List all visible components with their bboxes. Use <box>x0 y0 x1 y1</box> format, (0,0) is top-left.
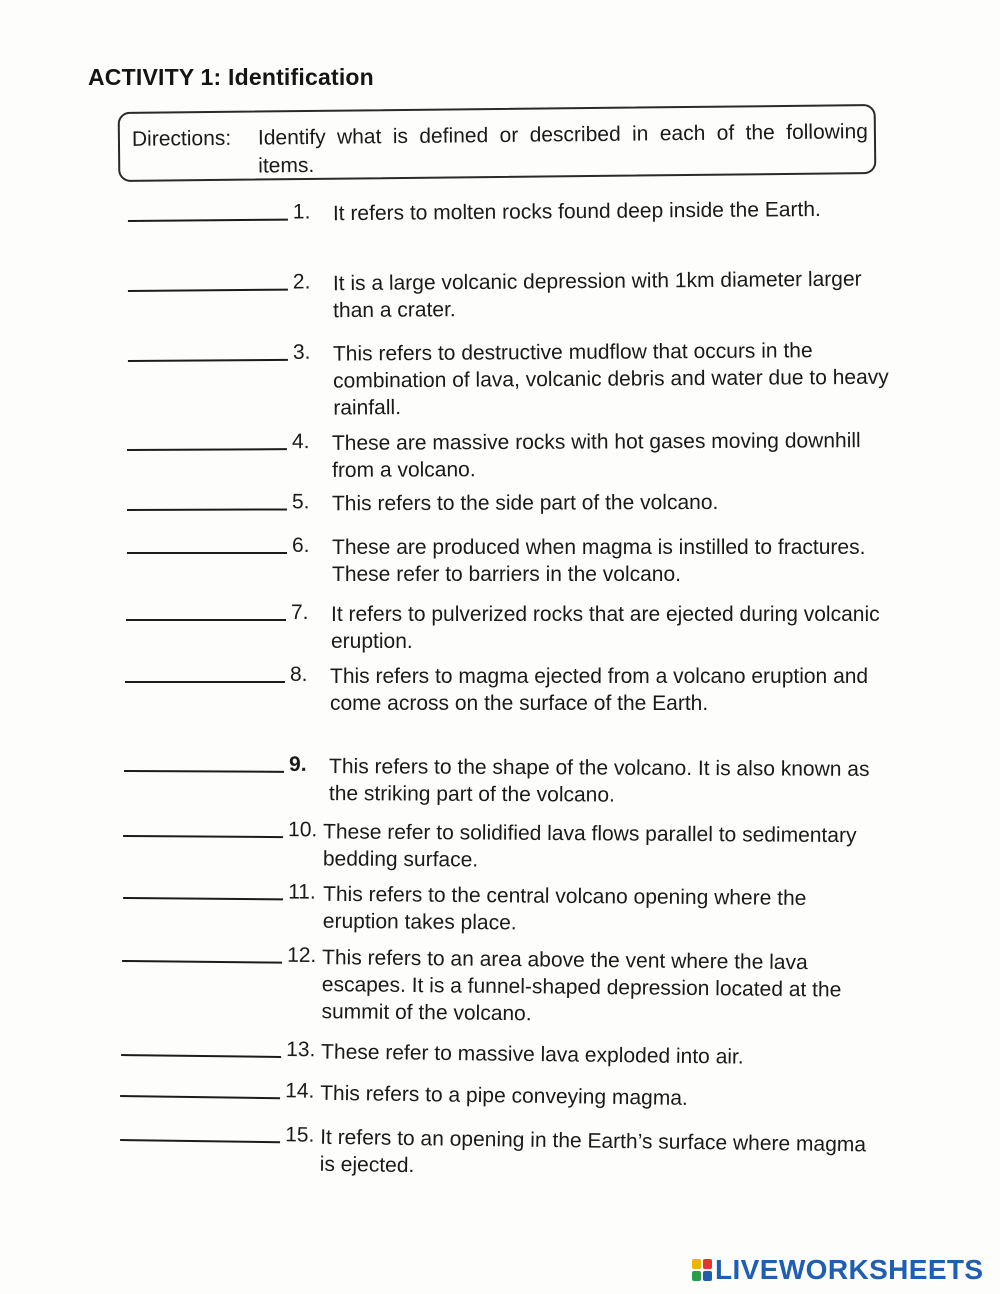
liveworksheets-logo <box>692 1254 984 1286</box>
question-number: 11. <box>288 880 316 904</box>
answer-blank-4[interactable] <box>127 448 287 451</box>
page-title: ACTIVITY 1: Identification <box>88 64 374 90</box>
question-text: This refers to a pipe conveying magma. <box>319 1081 688 1110</box>
question-text: It refers to molten rocks found deep inside the Earth. <box>332 197 821 226</box>
question-number: 12. <box>287 943 317 968</box>
question-item-12 <box>122 938 842 1026</box>
directions-box <box>118 104 877 182</box>
question-item-1 <box>128 197 821 258</box>
answer-blank-1[interactable] <box>128 219 288 222</box>
question-text: This refers to destructive mudflow that occurs in the combination of lava, volcanic debris and water due to heavy rainfall. <box>332 339 889 420</box>
question-text: These are produced when magma is instilled to fractures. These refer to barriers in the volcano. <box>332 536 866 586</box>
question-text: This refers to the side part of the volcano. <box>331 490 719 516</box>
answer-blank-10[interactable] <box>123 835 283 838</box>
answer-blank-5[interactable] <box>127 508 287 511</box>
answer-blank-13[interactable] <box>121 1054 281 1058</box>
answer-blank-11[interactable] <box>123 897 283 900</box>
question-number: 9. <box>289 752 307 776</box>
question-item-2 <box>128 267 862 328</box>
question-text: These are massive rocks with hot gases moving downhill from a volcano. <box>331 429 861 482</box>
answer-blank-7[interactable] <box>126 619 286 621</box>
question-number: 5. <box>291 490 310 514</box>
answer-blank-3[interactable] <box>128 359 288 362</box>
question-number: 1. <box>292 200 311 224</box>
answer-blank-12[interactable] <box>122 960 282 964</box>
answer-blank-6[interactable] <box>127 552 287 554</box>
directions-text: Identify what is defined or described in each of the following items. <box>257 120 869 178</box>
question-text: This refers to an area above the vent where the lava escapes. It is a funnel-shaped depression located at the summit of the volcano. <box>321 946 842 1026</box>
question-number: 8. <box>290 663 308 686</box>
question-number: 10. <box>288 818 318 842</box>
question-number: 13. <box>286 1038 316 1062</box>
question-text: This refers to the shape of the volcano. It is also known as the striking part of the volcano. <box>328 755 870 807</box>
question-item-14 <box>120 1073 688 1133</box>
question-number: 2. <box>292 270 311 294</box>
question-text: This refers to magma ejected from a volcano eruption and come across on the surface of the Earth. <box>330 665 869 715</box>
answer-blank-8[interactable] <box>125 681 285 683</box>
question-number: 3. <box>292 340 311 364</box>
question-number: 14. <box>285 1079 315 1103</box>
question-item-11 <box>123 875 807 935</box>
question-item-15 <box>120 1117 867 1178</box>
question-number: 4. <box>291 430 310 454</box>
question-text: These refer to solidified lava flows parallel to sedimentary bedding surface. <box>322 820 857 872</box>
question-text: These refer to massive lava exploded into air. <box>320 1040 744 1069</box>
answer-blank-14[interactable] <box>120 1095 280 1099</box>
answer-blank-15[interactable] <box>120 1139 280 1143</box>
question-number: 6. <box>292 534 310 557</box>
question-text: It refers to an opening in the Earth’s surface where magma is ejected. <box>319 1125 867 1178</box>
question-text: It is a large volcanic depression with 1km diameter larger than a crater. <box>332 267 862 323</box>
directions-label: Directions: <box>131 126 232 151</box>
question-text: This refers to the central volcano opening where the eruption takes place. <box>322 882 807 935</box>
answer-blank-9[interactable] <box>124 770 284 773</box>
question-text: It refers to pulverized rocks that are ejected during volcanic eruption. <box>331 603 880 653</box>
blocks-icon <box>692 1259 712 1281</box>
question-number: 7. <box>291 601 309 624</box>
question-number: 15. <box>285 1123 315 1147</box>
answer-blank-2[interactable] <box>128 289 288 292</box>
brand-name: LIVEWORKSHEETS <box>715 1254 984 1285</box>
